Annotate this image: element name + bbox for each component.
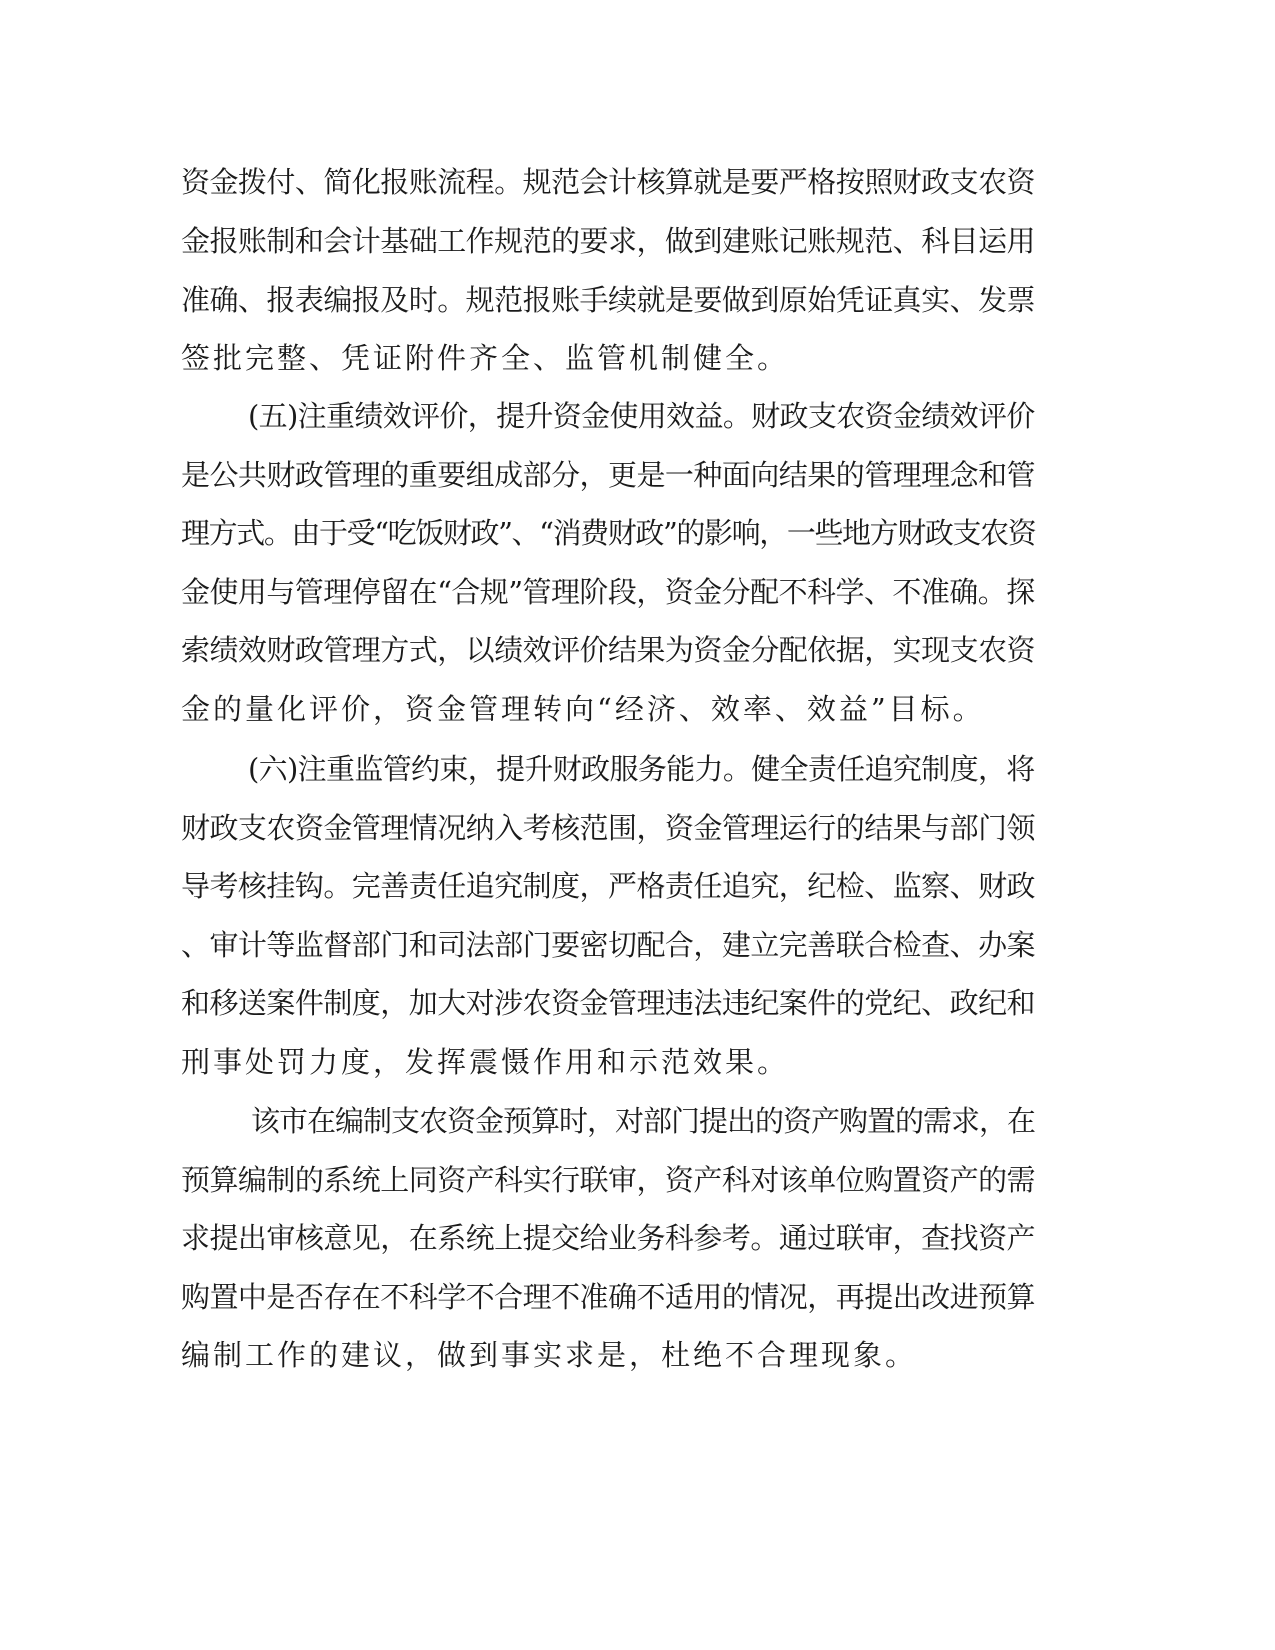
- text-line: 预算编制的系统上同资产科实行联审，资产科对该单位购置资产的需: [181, 1163, 1036, 1197]
- text-line: (六)注重监管约束，提升财政服务能力。健全责任追究制度，将: [248, 752, 1035, 786]
- text-line: 刑事处罚力度，发挥震慑作用和示范效果。: [181, 1045, 790, 1079]
- text-line: 财政支农资金管理情况纳入考核范围，资金管理运行的结果与部门领: [181, 811, 1036, 845]
- text-line: 该市在编制支农资金预算时，对部门提出的资产购置的需求，在: [251, 1104, 1036, 1138]
- text-line: 签批完整、凭证附件齐全、监管机制健全。: [181, 341, 790, 375]
- text-line: (五)注重绩效评价，提升资金使用效益。财政支农资金绩效评价: [248, 399, 1035, 433]
- text-line: 购置中是否存在不科学不合理不准确不适用的情况，再提出改进预算: [181, 1280, 1036, 1314]
- text-line: 是公共财政管理的重要组成部分，更是一种面向结果的管理理念和管: [181, 458, 1036, 492]
- text-line: 金的量化评价，资金管理转向“经济、效率、效益”目标。: [181, 692, 985, 726]
- text-line: 导考核挂钩。完善责任追究制度，严格责任追究，纪检、监察、财政: [181, 869, 1036, 903]
- text-line: 理方式。由于受“吃饭财政”、“消费财政”的影响，一些地方财政支农资: [181, 516, 1036, 550]
- text-line: 求提出审核意见，在系统上提交给业务科参考。通过联审，查找资产: [181, 1221, 1036, 1255]
- text-line: 和移送案件制度，加大对涉农资金管理违法违纪案件的党纪、政纪和: [181, 986, 1036, 1020]
- text-line: 金报账制和会计基础工作规范的要求，做到建账记账规范、科目运用: [181, 224, 1036, 258]
- text-line: 编制工作的建议，做到事实求是，杜绝不合理现象。: [181, 1338, 918, 1372]
- text-line: 金使用与管理停留在“合规”管理阶段，资金分配不科学、不准确。探: [181, 575, 1035, 609]
- text-line: 、审计等监督部门和司法部门要密切配合，建立完善联合检查、办案: [181, 928, 1036, 962]
- text-line: 资金拨付、简化报账流程。规范会计核算就是要严格按照财政支农资: [181, 165, 1036, 199]
- text-line: 准确、报表编报及时。规范报账手续就是要做到原始凭证真实、发票: [181, 283, 1036, 317]
- text-line: 索绩效财政管理方式，以绩效评价结果为资金分配依据，实现支农资: [181, 633, 1036, 667]
